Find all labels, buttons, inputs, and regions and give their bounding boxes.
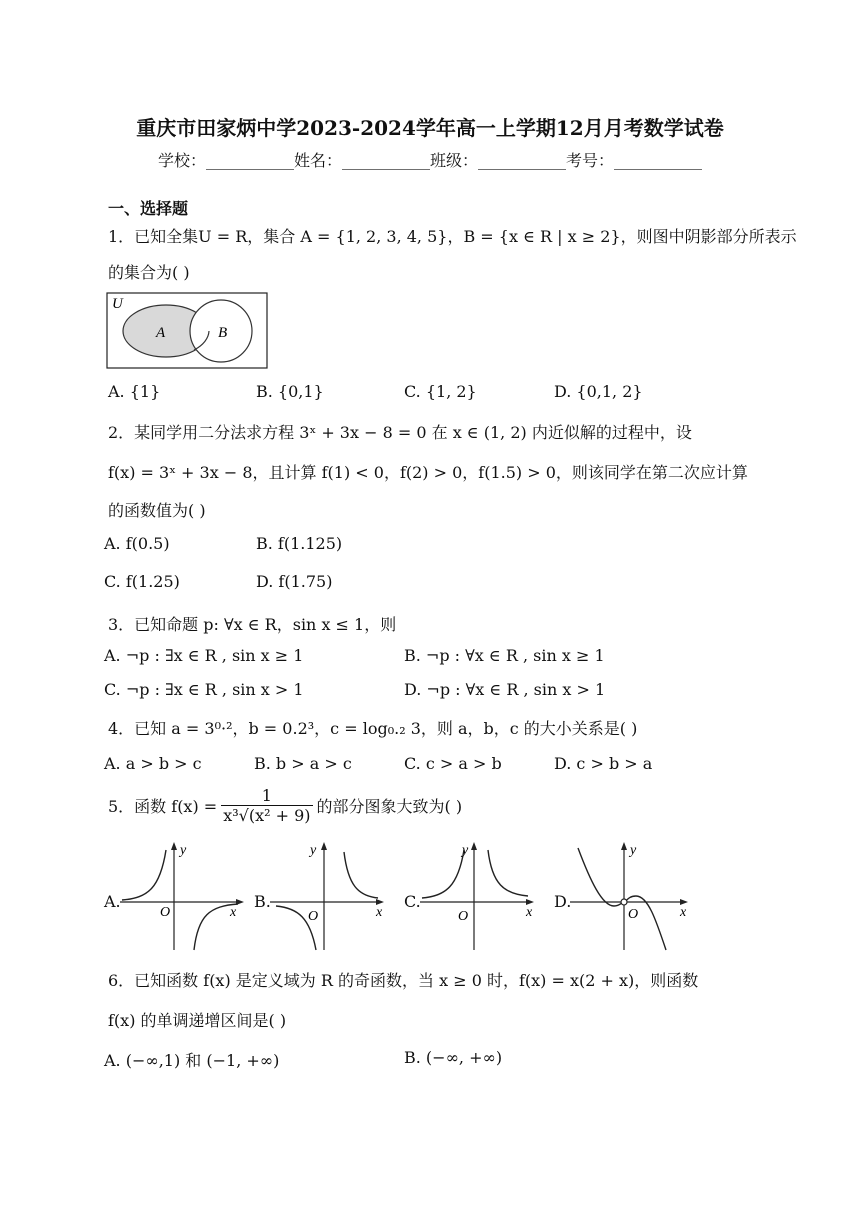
svg-text:x: x bbox=[680, 905, 687, 920]
q6-stem-line1: 6．已知函数 f(x) 是定义域为 R 的奇函数，当 x ≥ 0 时，f(x) = x(2 + x)，则函数 bbox=[108, 971, 699, 990]
student-info-line: 学校：___________姓名：___________班级：___________考号：___________ bbox=[157, 151, 702, 170]
q3-option-a: A. ¬p : ∃x ∈ R , sin x ≥ 1 bbox=[104, 646, 304, 665]
svg-text:O: O bbox=[308, 909, 319, 924]
q1-option-b: B. {0,1} bbox=[256, 382, 324, 401]
q5-graph-d bbox=[568, 840, 698, 952]
svg-text:y: y bbox=[180, 843, 187, 858]
q5-graph-b bbox=[268, 840, 398, 952]
q4-stem: 4．已知 a = 3⁰·²，b = 0.2³，c = log₀.₂ 3，则 a，b，c 的大小关系是( ) bbox=[108, 719, 638, 738]
q2-option-b: B. f(1.125) bbox=[256, 534, 343, 553]
q1-option-a: A. {1} bbox=[108, 382, 161, 401]
q3-option-d: D. ¬p : ∀x ∈ R , sin x > 1 bbox=[404, 680, 606, 699]
q5-graph-c-label: C. bbox=[404, 892, 421, 911]
venn-label-b: B bbox=[218, 325, 228, 341]
q2-option-c: C. f(1.25) bbox=[104, 572, 180, 591]
q3-option-b: B. ¬p : ∀x ∈ R , sin x ≥ 1 bbox=[404, 646, 605, 665]
q5-stem bbox=[108, 786, 462, 825]
svg-text:y: y bbox=[462, 843, 469, 858]
q5-suffix: 的部分图象大致为( ) bbox=[316, 797, 463, 816]
svg-text:O: O bbox=[160, 905, 171, 920]
q5-graph-a-label: A. bbox=[104, 892, 121, 911]
svg-text:O: O bbox=[458, 909, 469, 924]
q5-numerator: 1 bbox=[221, 786, 312, 806]
q2-stem-line2: f(x) = 3ˣ + 3x − 8，且计算 f(1) < 0，f(2) > 0，f(1.5) > 0，则该同学在第二次应计算 bbox=[108, 463, 748, 482]
q5-graph-b-label: B. bbox=[254, 892, 271, 911]
q2-stem-line1: 2．某同学用二分法求方程 3ˣ + 3x − 8 = 0 在 x ∈ (1, 2) 内近似解的过程中，设 bbox=[108, 423, 692, 442]
svg-text:y: y bbox=[630, 843, 637, 858]
q2-option-d: D. f(1.75) bbox=[256, 572, 333, 591]
q1-option-d: D. {0,1, 2} bbox=[554, 382, 643, 401]
q1-stem-line2: 的集合为( ) bbox=[108, 263, 190, 282]
svg-text:y: y bbox=[310, 843, 317, 858]
q6-option-a: A. (−∞,1) 和 (−1, +∞) bbox=[104, 1051, 280, 1070]
q5-graph-c bbox=[418, 840, 548, 952]
q3-option-c: C. ¬p : ∃x ∈ R , sin x > 1 bbox=[104, 680, 304, 699]
q3-stem: 3．已知命题 p: ∀x ∈ R，sin x ≤ 1，则 bbox=[108, 615, 397, 634]
venn-label-u: U bbox=[112, 296, 123, 312]
q2-stem-line3: 的函数值为( ) bbox=[108, 501, 206, 520]
q6-option-b: B. (−∞, +∞) bbox=[404, 1048, 503, 1067]
q5-denominator: x³√(x² + 9) bbox=[223, 806, 311, 825]
q5-graph-a bbox=[118, 840, 248, 952]
q4-option-d: D. c > b > a bbox=[554, 754, 653, 773]
q1-option-c: C. {1, 2} bbox=[404, 382, 477, 401]
q5-prefix: 5．函数 f(x) = bbox=[108, 797, 218, 816]
svg-text:x: x bbox=[526, 905, 533, 920]
svg-text:x: x bbox=[230, 905, 237, 920]
page-title: 重庆市田家炳中学2023-2024学年高一上学期12月月考数学试卷 bbox=[136, 116, 724, 140]
svg-text:x: x bbox=[376, 905, 383, 920]
q5-graph-d-label: D. bbox=[554, 892, 572, 911]
q4-option-b: B. b > a > c bbox=[254, 754, 352, 773]
q4-option-c: C. c > a > b bbox=[404, 754, 502, 773]
q2-option-a: A. f(0.5) bbox=[104, 534, 170, 553]
section-heading: 一、选择题 bbox=[108, 199, 189, 218]
svg-text:O: O bbox=[628, 907, 639, 922]
q4-option-a: A. a > b > c bbox=[104, 754, 202, 773]
q5-fraction bbox=[221, 786, 312, 825]
venn-diagram bbox=[106, 292, 268, 370]
venn-label-a: A bbox=[156, 325, 166, 341]
q1-stem-line1: 1．已知全集U = R，集合 A = {1, 2, 3, 4, 5}，B = {x ∈ R | x ≥ 2}，则图中阴影部分所表示 bbox=[108, 227, 797, 246]
q6-stem-line2: f(x) 的单调递增区间是( ) bbox=[108, 1011, 287, 1030]
